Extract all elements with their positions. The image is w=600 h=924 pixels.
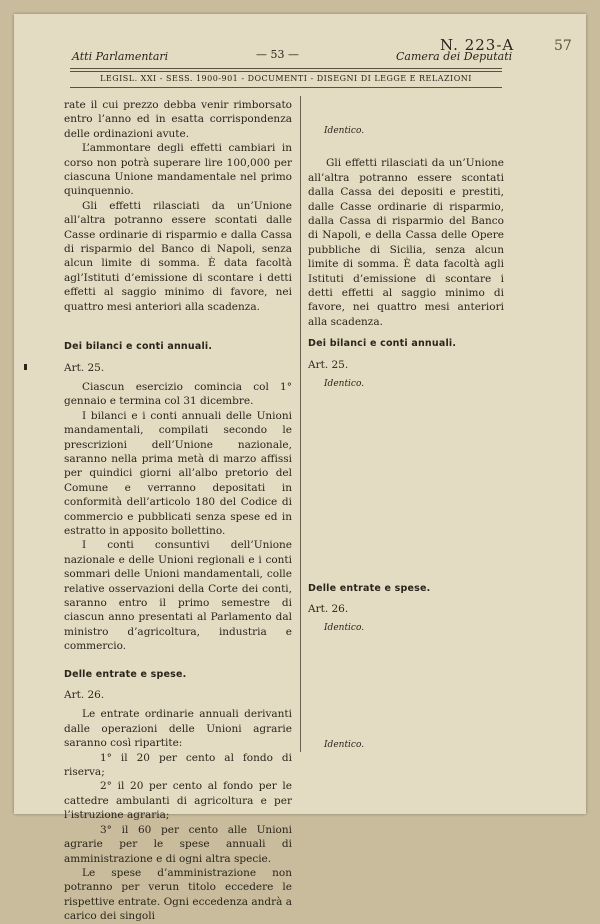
identico-note: Identico. xyxy=(324,623,365,634)
article-25-heading: Art. 25. xyxy=(64,361,105,374)
document-page xyxy=(14,14,586,923)
header-subtitle: LEGISL. XXI - SESS. 1900-901 - DOCUMENTI - DISEGNI DI LEGGE E RELAZIONI xyxy=(100,74,472,83)
left-paragraph: rate il cui prezzo debba venir rimborsato entro l’anno ed in esatta corrispondenza delle ordinazioni avute. xyxy=(64,99,292,140)
column-divider xyxy=(300,96,301,752)
margin-mark xyxy=(24,364,27,370)
right-column xyxy=(308,98,504,752)
left-paragraph: Le spese d’amministrazione non potranno per verun titolo eccedere le rispettive entrate. Ogni eccedenza andrà a carico dei singoli xyxy=(64,866,292,923)
left-paragraph: I conti consuntivi dell’Unione nazionale e delle Unioni regionali e i conti sommari delle Unioni mandamentali, colle relative osservazioni della Corte dei conti, saranno entro il primo semestre di ciascun anno presentati al Parlamento dal ministro d’agricoltura, industria e commercio. xyxy=(64,539,292,653)
identico-note: Identico. xyxy=(324,739,365,750)
left-paragraph: L’ammontare degli effetti cambiari in corso non potrà superare lire 100,000 per ciascuna Unione mandamentale nel primo quinquennio. xyxy=(64,142,292,198)
left-list-item: 2° il 20 per cento al fondo per le cattedre ambulanti di agricoltura e per l’istruzione agraria; xyxy=(64,780,292,822)
article-25-heading: Art. 25. xyxy=(308,358,349,371)
right-paragraph: Gli effetti rilasciati da un’Unione all’altra potranno essere scontati dalla Cassa dei depositi e prestiti, dalle Casse ordinarie di risparmio, dalla Cassa di risparmio del Banco di Napoli, e della Cassa delle Opere pubbliche di Sicilia, senza alcun limite di somma. È data facoltà agli Istituti d’emissione di scontare i detti effetti al saggio minimo di favore, nei quattro mesi anteriori alla scadenza. xyxy=(308,157,504,328)
section-heading-bilanci: Dei bilanci e conti annuali. xyxy=(308,338,457,350)
header-rule-top xyxy=(70,68,502,69)
header-page-center: — 53 — xyxy=(256,48,299,61)
header-rule-thin xyxy=(70,71,502,72)
article-26-heading: Art. 26. xyxy=(308,602,349,615)
left-column xyxy=(64,98,292,924)
left-paragraph: Gli effetti rilasciati da un’Unione all’altra potranno essere scontati dalle Casse ordinarie di risparmio e dalla Cassa di risparmio del Banco di Napoli, senza alcun limite di somma. È data facoltà agl’Istituti d’emissione di scontare i detti effetti al saggio minimo di favore, nei quattro mesi anteriori alla scadenza. xyxy=(64,199,292,313)
left-list-item: 1° il 20 per cento al fondo di riserva; xyxy=(64,751,292,779)
article-26-heading: Art. 26. xyxy=(64,689,105,702)
left-paragraph: Le entrate ordinarie annuali derivanti dalle operazioni delle Unioni agrarie saranno così ripartite: xyxy=(64,708,292,750)
page-number: 57 xyxy=(554,38,572,54)
page-header xyxy=(14,36,586,83)
identico-note: Identico. xyxy=(324,126,365,136)
left-paragraph: Ciascun esercizio comincia col 1° gennaio e termina col 31 dicembre. xyxy=(64,380,292,408)
left-list-item: 3° il 60 per cento alle Unioni agrarie per le spese annuali di amministrazione e di ogni altra specie. xyxy=(64,823,292,865)
identico-note: Identico. xyxy=(324,379,365,390)
header-left: Atti Parlamentari xyxy=(72,50,169,63)
left-paragraph: I bilanci e i conti annuali delle Unioni mandamentali, compilati secondo le prescrizioni dell’Unione nazionale, saranno nella prima metà di marzo affissi per quindici giorni all’albo pretorio del Comune e verranno depositati in conformità dell’articolo 180 del Codice di commercio e pubblicati senza spese ed in estratto in apposito bollettino. xyxy=(64,409,292,537)
section-heading-entrate: Delle entrate e spese. xyxy=(64,668,187,680)
document-number: N. 223-A xyxy=(440,36,515,54)
header-right: Camera dei Deputati xyxy=(396,50,513,63)
header-rule-bottom xyxy=(70,87,502,88)
section-heading-bilanci: Dei bilanci e conti annuali. xyxy=(64,341,213,353)
section-heading-entrate: Delle entrate e spese. xyxy=(308,582,431,594)
